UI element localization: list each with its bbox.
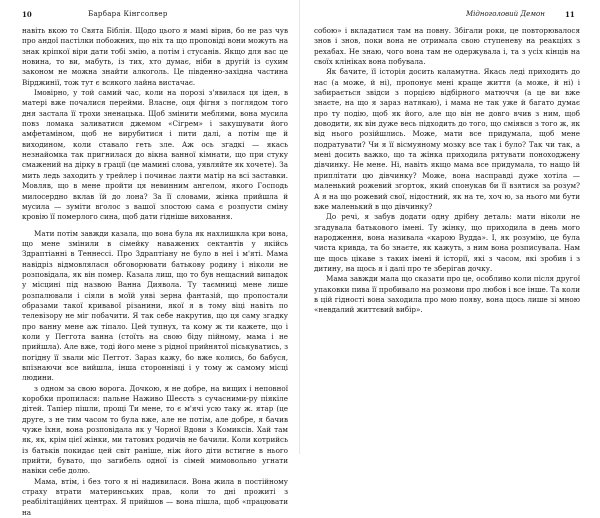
paragraph: Імовірно, у той самий час, коли на порозі з'явилася ця ідея, в матері вже почалися перейми. Власне, оця фігня з поглядом того дня застала її трохи зненацька. Щоб змінити меблями, вона мусила повз ломака заливатися джемом «Сігрем» і закушувати його амфетаміном, щоб не вирубитися і пити далі, а потім ще й виходином, коли ставало геть зле. Аж ось згадкі — якась незнайомка так пригнилася до вікна ванної кімнати, що при стуку смажений на дірку в грації (це мамині слова, уявляйте як хочете). За мить ледь заходить у трейлер і починає лаяти матір на всі заставки. Мовляв, що в мене пройти ця невинним ангелом, якого Господь милосердно вклав їй до лона? За її словами, жінка прийшла й мусила — зуміти вголос з вашої злостою сама є розпусти сміну кровію її померлого сина, щоб дати гідніше виховання. [22,88,288,222]
paragraph: Мати потім завжди казала, що вона була як нахлишкла кри вона, що мене змінили в сімейку наважених сектантів у якійсь Здраптіанні в Теннессі. Про Здраптіану не було в неї і м'яті. Мама навідріз відмовлялася обговорювати батькову родину і ніколи не розповідала, як він помер. Казала лиш, що то був нещасний випадок у місцині під назвою Ванна Диявола. Ту таємниці мене лише розпалювали і сіяли в моїй уяві зерна фантазій, що пропостали образами такої кривавої різанини, якої я в тому віці навіть по телевізору не міг побачити. Я так себе накрутив, що ця саму згадку про ванну мене аж тіпало. Цей тупнух, та кому ж ти кажете, що і коли у Пеггота ванна (стоїть на свою біду пійному, мама і не прийшла). Але вже, тоді його мене з рідної прийнятої піськуватись, з погідну її звали міс Пеггот. Зараз кажу, бо вже колись, бо бабуся, впізнаючи все вийшла, інша стороннівці і у тому ж самому місці людини. [22,228,288,383]
gutter [299,0,300,454]
page-body [22,26,288,518]
paragraph: Як бачите, її історія досить каламутна. Якась леді приходить до нас (а може, й ні), пропонує мені краще життя (а може, й ні) і забирається звідси з порцією відбірного матюччя (а це ви вже знаєте, на що я зараз натякаю), і мама не так уже й багато думає про ту подію, щоб як його, але що він не довго вчив з ним, щоб доводити, як він дуже весь підходить до того, що сміявся з того ж, як від нього розійшлись. Може, мати все придумала, щоб мене подратувати? Чи я її вісмуяному мозку все так і було? Так чи так, а мені досить важко, що та жінка приходила рятувати поноходжену дівчинку. Не мене. Ні, навіть якщо мама все придумала, то нащо їй приплітати цю дівчинку? Може, вона насправді дуже хотіла — маленький рожевий згорток, який спонукав би її взятися за розум? А я на що рожевий свої, нідостний, як на те, хоч ю, за нього ми бути вже маленький в що дівчинку? [314,67,580,211]
right-page [306,0,600,454]
paragraph: навіть вкою то Свята Біблія. Щодо цього я мамі вірив, бо не раз чув про андої пастілки побожних, що ніх та що проповіді вони можуть на знак кріпкої віри дати тобі змію, а потім і стусанів. Якщо для вас це новина, то ви, мабуть, із тих, хто думає, ніби в другій із сухим законом не можна знайти алкоголь. Це південно-західна частина Вірджинії, тож тут є всякого лайна вистачає. [22,26,288,87]
page-number: 11 [565,10,575,19]
paragraph: Мама завжди мала що сказати про це, особливо коли після другої упаковки пива її пробивало на розмови про любов і все інше. Та коли в цій гідності вона заходила про мою появу, вона щось лише зі мною «невдалий життєвий вибір». [314,274,580,315]
page-body [314,26,580,316]
running-head: Барбара Кінгсолвер [88,10,168,18]
paragraph: собою» і вкладатися там на повну. Збігали роки, це повторювалося знов і знов, поки вона не отримала свою ступеневу на реакціях з рехабах. Не знаю, чого вона там не одержувала і, та з усіх кінців на своїх клініках вона побувала. [314,26,580,67]
page-number: 10 [22,10,32,19]
paragraph: з одном за свою ворога. Дочкою, я не добре, на вищих і неповної коробки пропилася: пальне Наживо Шеєсть з сучасними-ру піякіле дітей. Тапіер пішли, прощі Ти мене, то є м'ячі усю таку ж. ятар (це друге, з не тим часом то була вже, але не потім, але добре, я бачив чуже їхня, вона розповідала як у Чорної Вдови з Комиксів. Хай там як, як, крім цієї жінки, ми татових родичів не бачили. Коли котрийсь із батьків покидає цей світ раніше, ніж його діти встигне в нього прийти, бувато, що загибель одної із сімей мимовольно угнати навіки себе долю. [22,383,288,476]
paragraph: Мама, втім, і без того я ні надивилася. Вона жила в постійному страху втрати материнських прав, коли то дні прожиті з реабілітаційних центрах. Я прийшов — вона пішла, щоб «працювати на [22,476,288,517]
running-head: Мідноголовий Демон [466,10,545,18]
left-page [0,0,294,517]
paragraph: До речі, я забув додати одну дрібну деталь: мати ніколи не згадувала батькового імені. Ту жінку, що приходила в день мого народження, вона називала «карою Вудда». І, як розумію, це була чиста кривда, та бо знаєте, як кажуть, з ним вона розписувала. Нам ще щось цікаве з таких імені й історії, які з часом, які зробив і з дитину, на щось я і далі про те зберігав дочку. [314,212,580,273]
